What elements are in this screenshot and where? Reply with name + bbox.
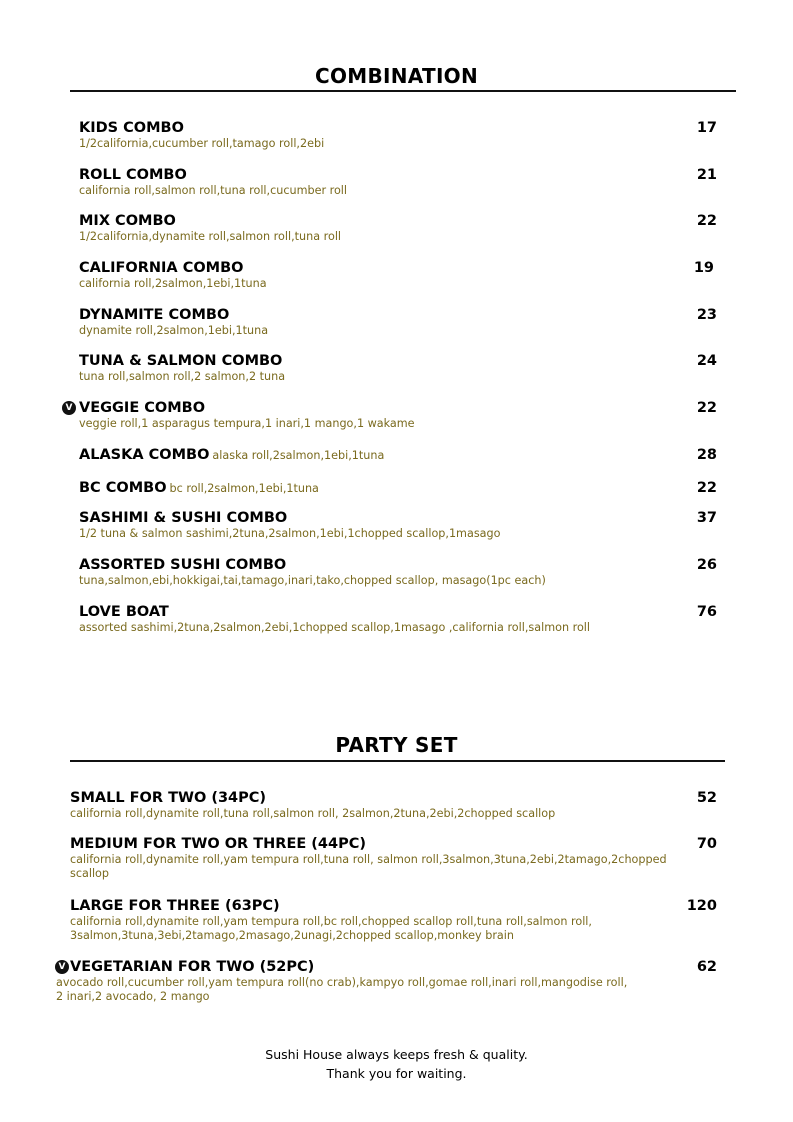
footer-line: Sushi House always keeps fresh & quality.: [265, 1047, 528, 1062]
item-description: veggie roll,1 asparagus tempura,1 inari,1 mango,1 wakame: [79, 417, 415, 430]
item-name: SMALL FOR TWO (34PC): [70, 790, 267, 806]
party-set-divider: [70, 760, 725, 762]
menu-item-sashimi-sushi-combo: [79, 510, 717, 541]
item-name: SASHIMI & SUSHI COMBO: [79, 510, 288, 526]
menu-item-bc-combo: [79, 480, 717, 497]
item-description-line: scallop: [70, 867, 109, 880]
menu-item-veggie-combo: [79, 400, 717, 431]
menu-item-love-boat: [79, 604, 717, 635]
item-price: 22: [696, 480, 717, 496]
item-name: VEGETARIAN FOR TWO (52PC): [70, 959, 315, 975]
item-price: 24: [696, 353, 717, 369]
item-description-line: 3salmon,3tuna,3ebi,2tamago,2masago,2unagi,2chopped scallop,monkey brain: [70, 929, 514, 942]
vegetarian-icon: V: [55, 960, 69, 974]
menu-item-tuna-salmon-combo: [79, 353, 717, 384]
menu-item-vegetarian-for-two: [56, 959, 717, 1004]
item-name: ALASKA COMBO: [79, 447, 210, 463]
item-price: 23: [696, 307, 717, 323]
item-description-line: 2 inari,2 avocado, 2 mango: [56, 990, 210, 1003]
party-set-title: PARTY SET: [335, 733, 458, 757]
item-price: 22: [696, 400, 717, 416]
item-name: CALIFORNIA COMBO: [79, 260, 244, 276]
item-description: california roll,2salmon,1ebi,1tuna: [79, 277, 267, 290]
menu-item-small-for-two: [70, 790, 717, 821]
item-price: 52: [696, 790, 717, 806]
item-name: BC COMBO: [79, 480, 167, 496]
menu-item-assorted-sushi-combo: [79, 557, 717, 588]
item-name: VEGGIE COMBO: [79, 400, 206, 416]
menu-item-medium-for-two-or-three: [70, 836, 717, 881]
footer-line: Thank you for waiting.: [326, 1066, 467, 1081]
item-description: tuna roll,salmon roll,2 salmon,2 tuna: [79, 370, 286, 383]
item-description: 1/2california,cucumber roll,tamago roll,2ebi: [79, 137, 325, 150]
item-price: 22: [696, 213, 717, 229]
item-price: 28: [696, 447, 717, 463]
menu-item-dynamite-combo: [79, 307, 717, 338]
item-name: MIX COMBO: [79, 213, 176, 229]
item-price: 17: [696, 120, 717, 136]
item-description: california roll,salmon roll,tuna roll,cucumber roll: [79, 184, 348, 197]
item-price: 26: [696, 557, 717, 573]
item-price: 76: [696, 604, 717, 620]
item-price: 120: [686, 898, 717, 914]
item-price: 70: [696, 836, 717, 852]
item-name: ROLL COMBO: [79, 167, 187, 183]
combination-divider: [70, 90, 736, 92]
menu-item-california-combo: [79, 260, 714, 291]
item-price: 19: [693, 260, 714, 276]
item-description: 1/2 tuna & salmon sashimi,2tuna,2salmon,1ebi,1chopped scallop,1masago: [79, 527, 501, 540]
item-description: dynamite roll,2salmon,1ebi,1tuna: [79, 324, 269, 337]
item-price: 37: [696, 510, 717, 526]
item-name: LARGE FOR THREE (63PC): [70, 898, 280, 914]
item-name: LOVE BOAT: [79, 604, 169, 620]
item-description: alaska roll,2salmon,1ebi,1tuna: [212, 449, 385, 462]
item-name: ASSORTED SUSHI COMBO: [79, 557, 287, 573]
menu-item-kids-combo: [79, 120, 717, 151]
item-name: MEDIUM FOR TWO OR THREE (44PC): [70, 836, 367, 852]
footer-note: [0, 1045, 793, 1083]
item-description: assorted sashimi,2tuna,2salmon,2ebi,1chopped scallop,1masago ,california roll,salmon roll: [79, 621, 591, 634]
combination-title: COMBINATION: [314, 64, 479, 88]
item-description-line: california roll,dynamite roll,yam tempura roll,tuna roll, salmon roll,3salmon,3tuna,2ebi,2tamago,2chopped: [70, 853, 667, 866]
menu-item-roll-combo: [79, 167, 717, 198]
menu-item-mix-combo: [79, 213, 717, 244]
item-name: KIDS COMBO: [79, 120, 184, 136]
item-name: DYNAMITE COMBO: [79, 307, 230, 323]
menu-item-alaska-combo: [79, 447, 717, 464]
item-price: 62: [696, 959, 717, 975]
item-description-line: avocado roll,cucumber roll,yam tempura roll(no crab),kampyo roll,gomae roll,inari roll,mangodise roll,: [56, 976, 628, 989]
item-description: tuna,salmon,ebi,hokkigai,tai,tamago,inari,tako,chopped scallop, masago(1pc each): [79, 574, 546, 587]
item-description: bc roll,2salmon,1ebi,1tuna: [169, 482, 319, 495]
menu-item-large-for-three: [70, 898, 717, 943]
item-description-line: california roll,dynamite roll,yam tempura roll,bc roll,chopped scallop roll,tuna roll,salmon roll,: [70, 915, 592, 928]
item-description: california roll,dynamite roll,tuna roll,salmon roll, 2salmon,2tuna,2ebi,2chopped scallop: [70, 807, 556, 820]
item-description: 1/2california,dynamite roll,salmon roll,tuna roll: [79, 230, 342, 243]
item-name: TUNA & SALMON COMBO: [79, 353, 283, 369]
item-price: 21: [696, 167, 717, 183]
vegetarian-icon: V: [62, 401, 76, 415]
